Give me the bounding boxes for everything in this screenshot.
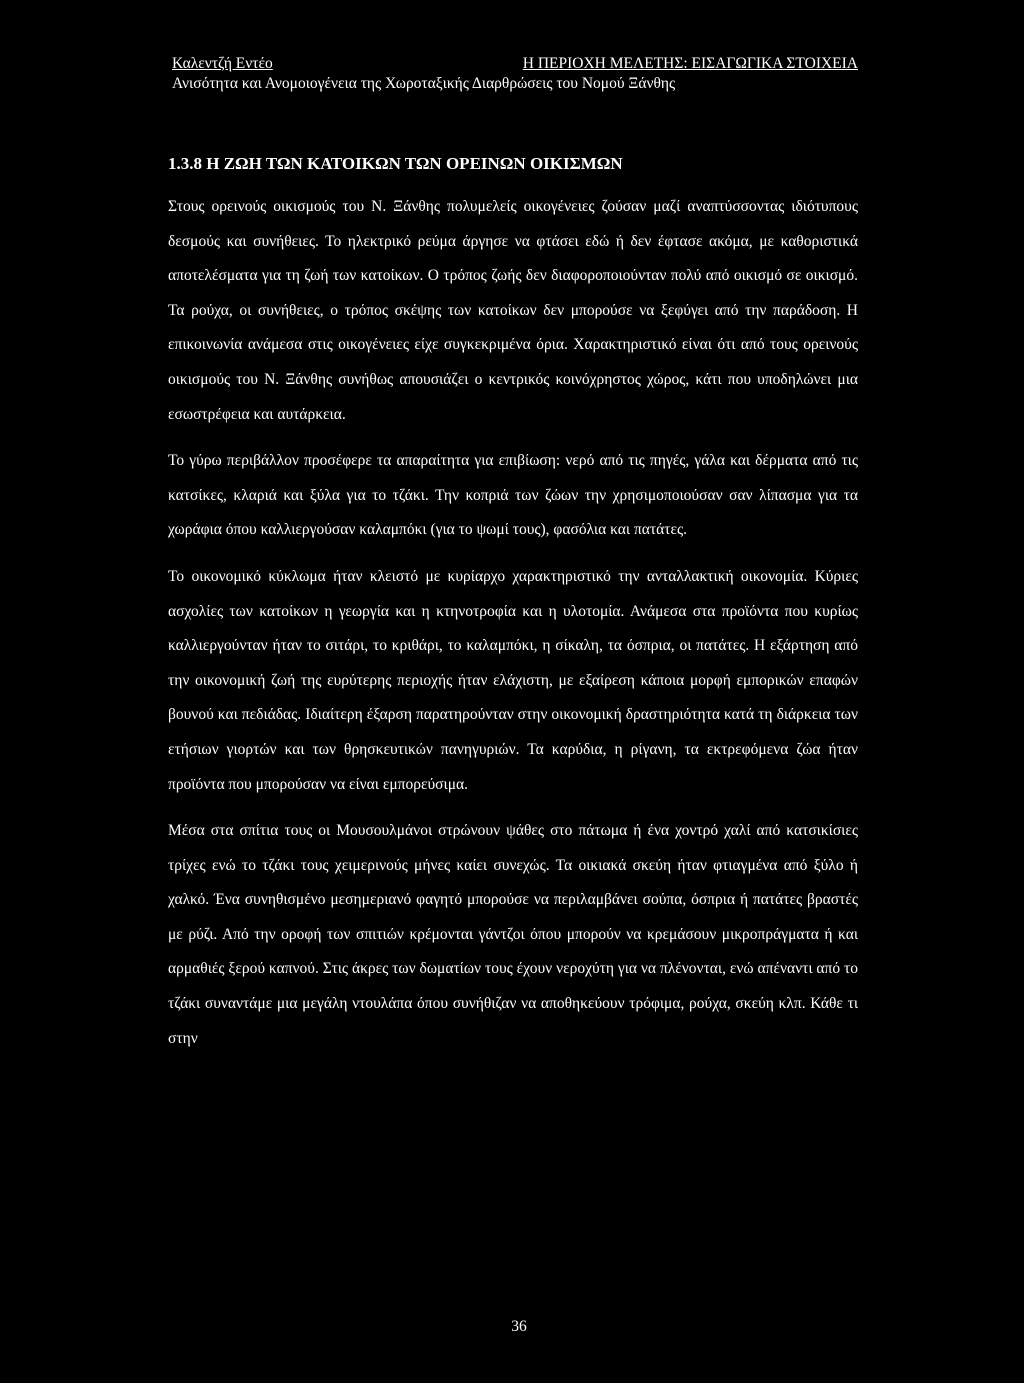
paragraph: Μέσα στα σπίτια τους οι Μουσουλμάνοι στρώνουν ψάθες στο πάτωμα ή ένα χοντρό χαλί από κατσικίσιες τρίχες ενώ το τζάκι τους χειμερινούς μήνες καίει συνεχώς. Τα οικιακά σκεύη ήταν φτιαγμένα από ξύλο ή χαλκό. Ένα συνηθισμένο μεσημεριανό φαγητό μπορούσε να περιλαμβάνει σούπα, όσπρια ή πατάτες βραστές με ρύζι. Από την οροφή των σπιτιών κρέμονται γάντζοι όπου μπορούν να κρεμάσουν μικροπράγματα ή και αρμαθιές ξερού καπνού. Στις άκρες των δωματίων τους έχουν νεροχύτη για να πλένονται, ενώ απέναντι από το τζάκι συναντάμε μια μεγάλη ντουλάπα όπου συνήθιζαν να αποθηκεύουν τρόφιμα, ρούχα, σκεύη κλπ. Κάθε τι στην	[168, 822, 858, 1047]
section-title: 1.3.8 Η ΖΩΗ ΤΩΝ ΚΑΤΟΙΚΩΝ ΤΩΝ ΟΡΕΙΝΩΝ ΟΙΚΙΣΜΩΝ	[168, 154, 623, 173]
paragraph: Το οικονομικό κύκλωμα ήταν κλειστό με κυρίαρχο χαρακτηριστικό την ανταλλακτική οικονομία. Κύριες ασχολίες των κατοίκων η γεωργία και η κτηνοτροφία και η υλοτομία. Ανάμεσα στα προϊόντα που κυρίως καλλιεργούνταν ήταν το σιτάρι, το κριθάρι, το καλαμπόκι, η σίκαλη, τα όσπρια, οι πατάτες. Η εξάρτηση από την οικονομική ζωή της ευρύτερης περιοχής ήταν ελάχιστη, με εξαίρεση κάποια μορφή εμπορικών επαφών βουνού και πεδιάδας. Ιδιαίτερη έξαρση παρατηρούνταν στην οικονομική δραστηριότητα κατά τη διάρκεια των ετήσιων γιορτών και των θρησκευτικών πανηγυριών. Τα καρύδια, η ρίγανη, τα εκτρεφόμενα ζώα ήταν προϊόντα που μπορούσαν να είναι εμπορεύσιμα.	[168, 567, 858, 793]
paragraph: Στους ορεινούς οικισμούς του Ν. Ξάνθης πολυμελείς οικογένειες ζούσαν μαζί αναπτύσσοντας ιδιότυπους δεσμούς και συνήθειες. Το ηλεκτρικό ρεύμα άργησε να φτάσει εδώ ή δεν έφτασε ακόμα, με καθοριστικά αποτελέσματα για τη ζωή των κατοίκων. Ο τρόπος ζωής δεν διαφοροποιούνταν πολύ από οικισμό σε οικισμό. Τα ρούχα, οι συνήθειες, ο τρόπος σκέψης των κατοίκων δεν μπορούσε να ξεφύγει από την παράδοση. Η επικοινωνία ανάμεσα στις οικογένειες είχε συγκεκριμένα όρια. Χαρακτηριστικό είναι ότι από τους ορεινούς οικισμούς του Ν. Ξάνθης συνήθως απουσιάζει ο κεντρικός κοινόχρηστος χώρος, κάτι που υποδηλώνει μια εσωστρέφεια και αυτάρκεια.	[168, 198, 858, 423]
header-chapter: Η ΠΕΡΙΟΧΗ ΜΕΛΕΤΗΣ: ΕΙΣΑΓΩΓΙΚΑ ΣΤΟΙΧΕΙΑ	[522, 55, 858, 72]
page-number: 36	[511, 1318, 527, 1335]
header-top-row	[172, 54, 858, 74]
page-body	[168, 153, 858, 1068]
page-header	[172, 54, 858, 94]
header-subtitle: Ανισότητα και Ανομοιογένεια της Χωροταξικής Διαρθρώσεις του Νομού Ξάνθης	[172, 75, 676, 92]
header-author: Καλεντζή Εντέο	[172, 55, 273, 72]
paragraph: Το γύρω περιβάλλον προσέφερε τα απαραίτητα για επιβίωση: νερό από τις πηγές, γάλα και δέρματα από τις κατσίκες, κλαριά και ξύλα για το τζάκι. Την κοπριά των ζώων την χρησιμοποιούσαν σαν λίπασμα για τα χωράφια όπου καλλιεργούσαν καλαμπόκι (για το ψωμί τους), φασόλια και πατάτες.	[168, 452, 858, 539]
